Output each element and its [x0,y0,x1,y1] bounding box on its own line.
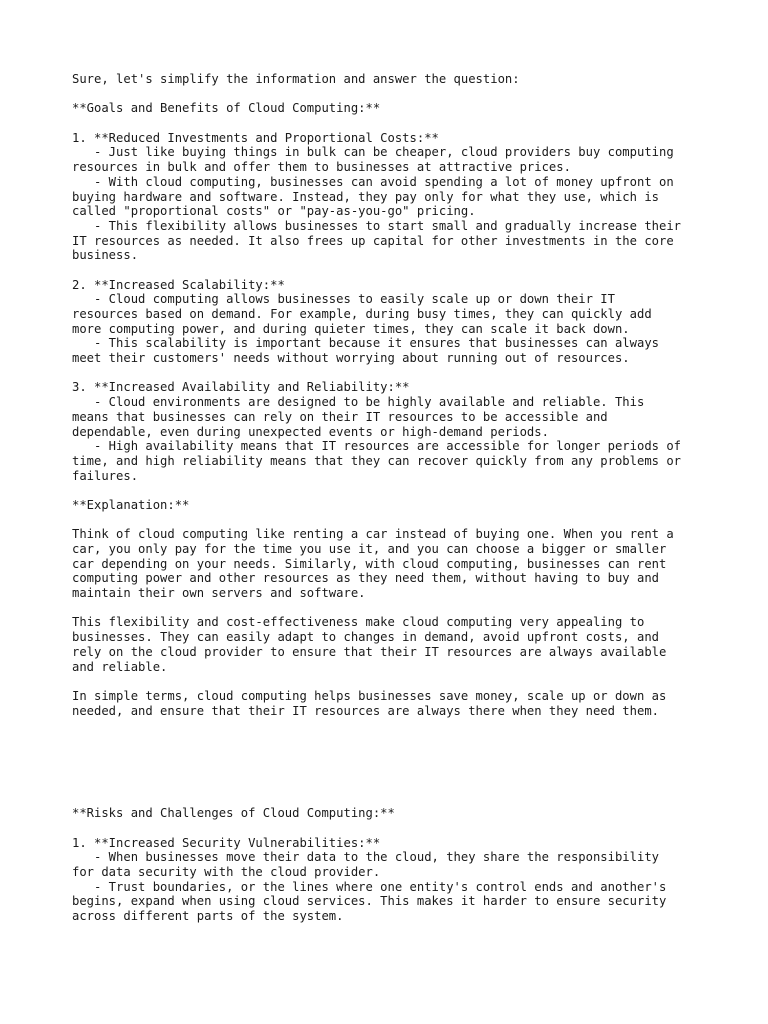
text-line: - When businesses move their data to the cloud, they share the responsibility [72,850,659,865]
text-line: business. [72,248,139,263]
text-line: for data security with the cloud provider. [72,865,381,879]
document-page [72,72,702,924]
explanation-heading: **Explanation:** [72,497,190,512]
goals-item-3-title: 3. **Increased Availability and Reliability:** [72,380,410,395]
text-line: and reliable. [72,659,168,674]
text-line: - With cloud computing, businesses can avoid spending a lot of money upfront on [72,174,674,189]
text-line: time, and high reliability means that they can recover quickly from any problems or [72,453,682,468]
text-line: - High availability means that IT resources are accessible for longer periods of [72,439,682,454]
text-line: - Trust boundaries, or the lines where one entity's control ends and another's [72,879,667,894]
text-line: buying hardware and software. Instead, they pay only for what they use, which is [72,189,659,204]
goals-item-1-title: 1. **Reduced Investments and Proportional Costs:** [72,130,439,145]
text-line: maintain their own servers and software. [72,586,366,601]
text-line: - This scalability is important because it ensures that businesses can always [72,336,659,351]
goals-heading: **Goals and Benefits of Cloud Computing:** [72,101,381,116]
text-line: - Cloud environments are designed to be highly available and reliable. This [72,395,645,410]
text-line: begins, expand when using cloud services. This makes it harder to ensure security [72,894,667,909]
text-line: dependable, even during unexpected events or high-demand periods. [72,424,549,439]
text-line: resources based on demand. For example, during busy times, they can quickly add [72,307,652,321]
text-line: means that businesses can rely on their IT resources to be accessible and [72,409,608,424]
text-line: - Just like buying things in bulk can be cheaper, cloud providers buy computing [72,145,674,160]
text-line: failures. [72,468,139,483]
text-line: car depending on your needs. Similarly, with cloud computing, businesses can rent [72,556,667,571]
text-line: - This flexibility allows businesses to start small and gradually increase their [72,218,682,233]
text-line: This flexibility and cost-effectiveness make cloud computing very appealing to [72,615,645,630]
text-line: across different parts of the system. [72,909,344,924]
text-line: IT resources as needed. It also frees up capital for other investments in the core [72,233,674,248]
text-line: computing power and other resources as they need them, without having to buy and [72,571,659,586]
text-line: rely on the cloud provider to ensure that their IT resources are always available [72,644,667,659]
text-line: called "proportional costs" or "pay-as-you-go" pricing. [72,204,476,219]
intro-text: Sure, let's simplify the information and answer the question: [72,72,520,86]
text-line: In simple terms, cloud computing helps businesses save money, scale up or down as [72,688,667,703]
text-line: car, you only pay for the time you use it, and you can choose a bigger or smaller [72,542,667,556]
risks-item-1-title: 1. **Increased Security Vulnerabilities:** [72,835,381,850]
text-line: businesses. They can easily adapt to changes in demand, avoid upfront costs, and [72,630,659,645]
text-line: Think of cloud computing like renting a car instead of buying one. When you rent a [72,527,674,542]
text-line: needed, and ensure that their IT resources are always there when they need them. [72,703,659,718]
text-line: meet their customers' needs without worrying about running out of resources. [72,351,630,366]
text-line: - Cloud computing allows businesses to easily scale up or down their IT [72,292,615,307]
goals-item-2-title: 2. **Increased Scalability:** [72,277,285,292]
risks-heading: **Risks and Challenges of Cloud Computing:** [72,806,395,821]
text-line: more computing power, and during quieter times, they can scale it back down. [72,321,630,336]
text-line: resources in bulk and offer them to businesses at attractive prices. [72,160,571,175]
